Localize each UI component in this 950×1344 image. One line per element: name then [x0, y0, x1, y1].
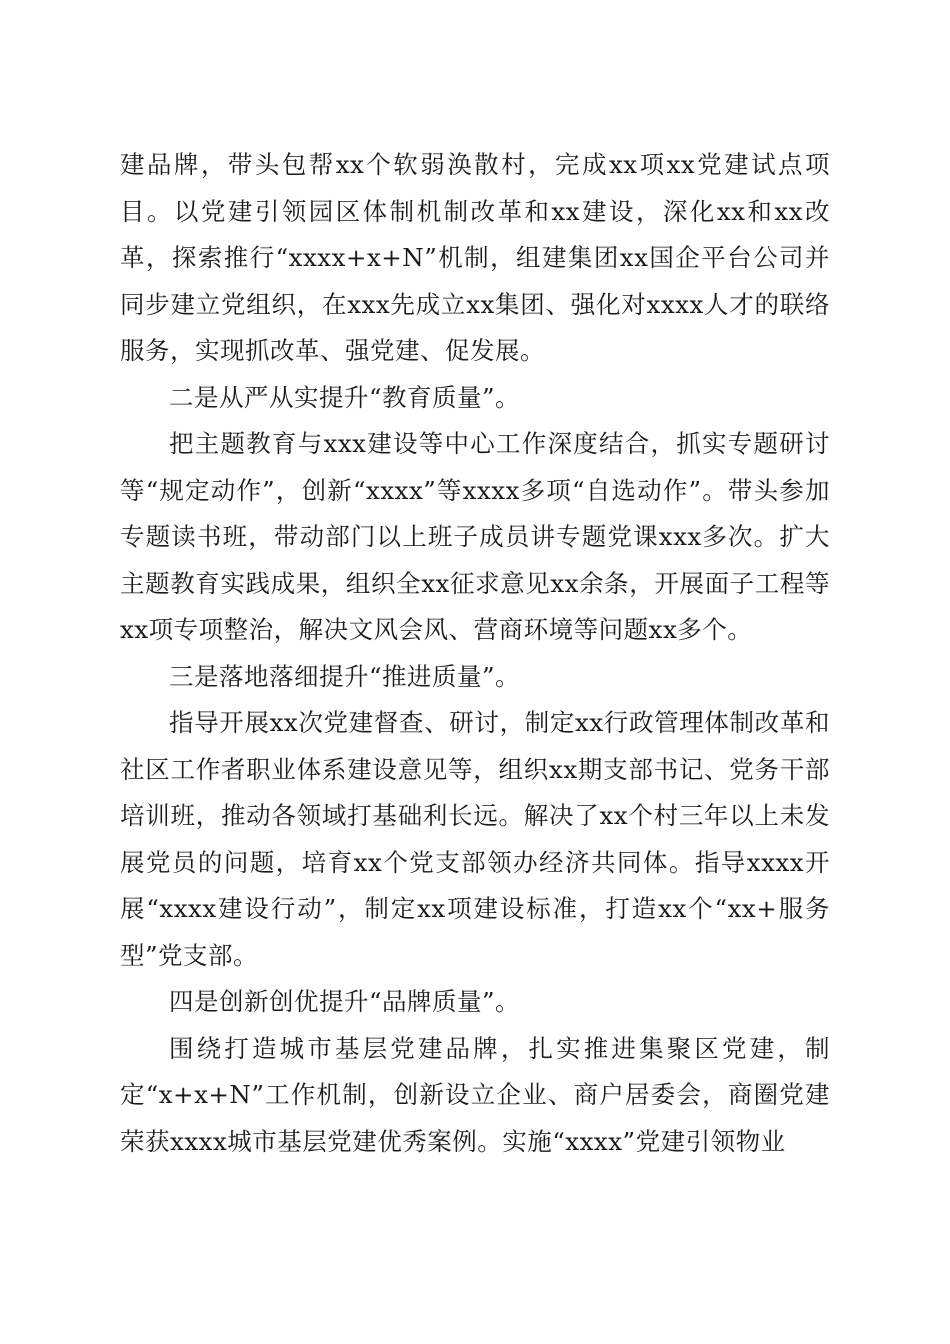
- section-heading-brand: 四是创新创优提升“品牌质量”。: [169, 987, 521, 1016]
- section-heading-education: 二是从严从实提升“教育质量”。: [169, 382, 521, 412]
- document-body: [120, 142, 830, 1165]
- section-heading-progress: 三是落地落细提升“推进质量”。: [169, 661, 521, 691]
- paragraph-education: 把主题教育与xxx建设等中心工作深度结合，抓实专题研讨等“规定动作”，创新“xxxx”等xxxx多项“自选动作”。带头参加专题读书班，带动部门以上班子成员讲专题党课xxx多次。扩大主题教育实践成果，组织全xx征求意见xx余条，开展面子工程等xx项专项整治，解决文风会风、营商环境等问题xx多个。: [120, 429, 830, 644]
- paragraph-continued: 建品牌，带头包帮xx个软弱涣散村，完成xx项xx党建试点项目。以党建引领园区体制机制改革和xx建设，深化xx和xx改革，探索推行“xxxx+x+N”机制，组建集团xx国企平台公司并同步建立党组织，在xxx先成立xx集团、强化对xxxx人才的联络服务，实现抓改革、强党建、促发展。: [120, 150, 830, 365]
- paragraph-brand: 围绕打造城市基层党建品牌，扎实推进集聚区党建，制定“x+x+N”工作机制，创新设立企业、商户居委会，商圈党建荣获xxxx城市基层党建优秀案例。实施“xxxx”党建引领物业: [120, 1033, 830, 1156]
- paragraph-progress: 指导开展xx次党建督查、研讨，制定xx行政管理体制改革和社区工作者职业体系建设意见等，组织xx期支部书记、党务干部培训班，推动各领域打基础利长远。解决了xx个村三年以上未发展党员的问题，培育xx个党支部领办经济共同体。指导xxxx开展“xxxx建设行动”，制定xx项建设标准，打造xx个“xx+服务型”党支部。: [120, 708, 830, 970]
